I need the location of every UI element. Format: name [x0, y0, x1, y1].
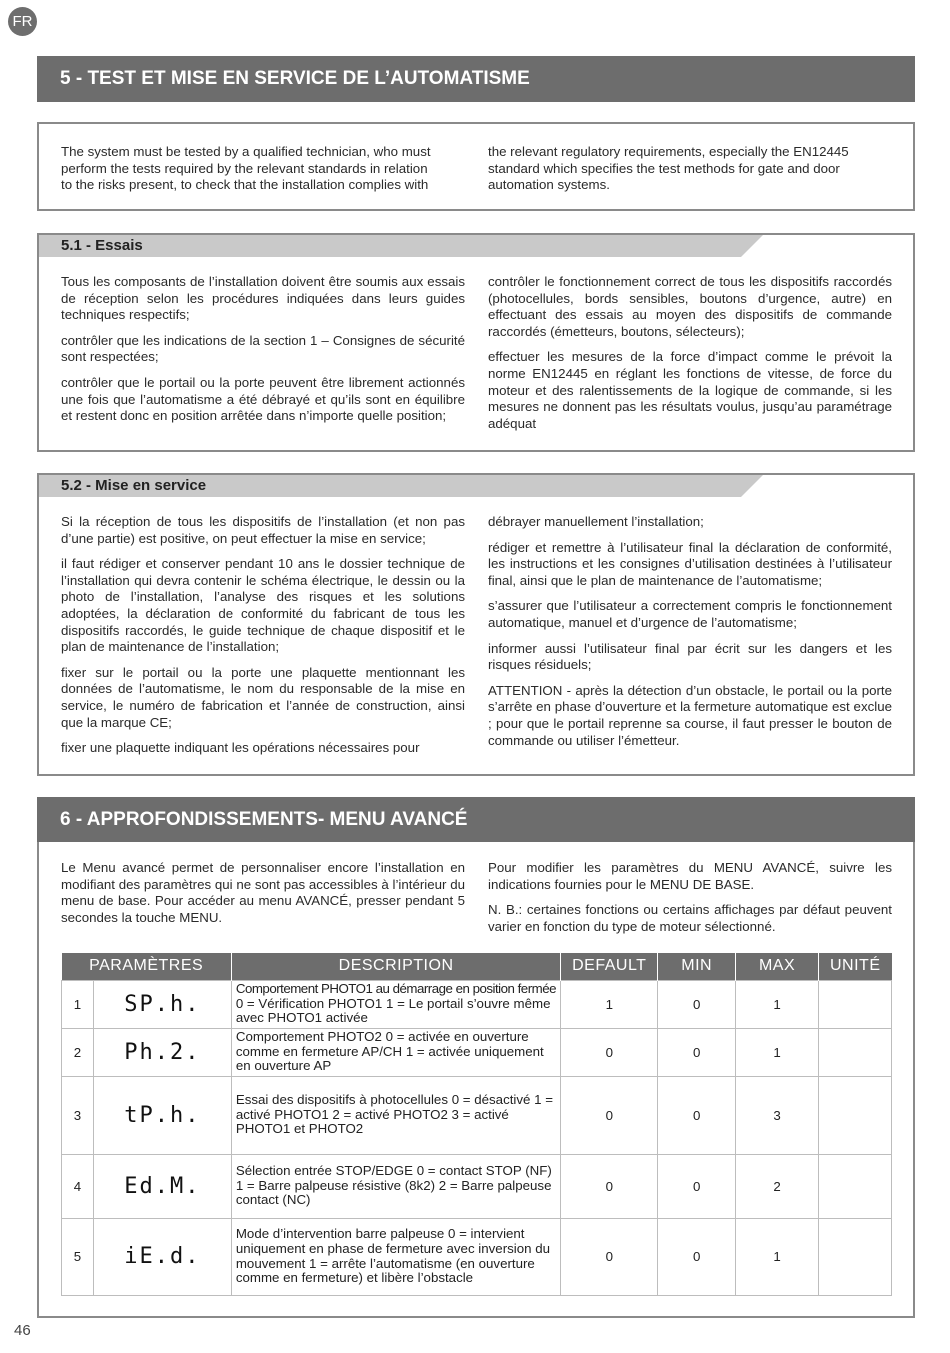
display-code: [93, 1028, 231, 1076]
row-number: 5: [62, 1218, 94, 1295]
display-code: [93, 980, 231, 1028]
description-cell: [231, 1218, 560, 1295]
display-code-text: Ph.2.: [124, 1039, 201, 1065]
table-row: [62, 1076, 892, 1154]
header-unite: UNITÉ: [819, 953, 892, 980]
section-5-1-box: [37, 233, 915, 452]
intro-line: the relevant regulatory requirements, especially the EN12445: [488, 144, 849, 159]
page-number: 46: [14, 1322, 31, 1339]
unit-value: [819, 1218, 892, 1295]
min-value: 0: [658, 1154, 736, 1218]
intro-line: perform the tests required by the relevant standards in relation: [61, 160, 428, 176]
description-line: 0 = Vérification PHOTO1: [235, 995, 383, 1011]
max-value: 1: [736, 1218, 819, 1295]
header-max: MAX: [736, 953, 819, 980]
section-6-right-column: [488, 860, 892, 944]
display-code: [93, 1076, 231, 1154]
max-value: 1: [736, 980, 819, 1028]
paragraph: débrayer manuellement l’installation;: [488, 514, 704, 529]
intro-line: to the risks present, to check that the installation complies with: [61, 177, 429, 193]
min-value: 0: [658, 980, 736, 1028]
paragraph: contrôler que le portail ou la porte peuvent être librement actionnés une fois que l’automatisme a été débrayé et qu’ils sont en équilibre et restent donc en position arrêtée dans n’importe quelle position;: [61, 374, 465, 424]
row-number: 2: [62, 1028, 94, 1076]
description-line: 1 = activé PHOTO1: [235, 1091, 553, 1122]
description-cell: [231, 1154, 560, 1218]
max-value: 1: [736, 1028, 819, 1076]
description-cell: [231, 1028, 560, 1076]
intro-left-column: [61, 144, 465, 194]
paragraph: rédiger et remettre à l’utilisateur final la déclaration de conformité, les instructions et les consignes d’utilisation destinées à l’utilisateur final, ainsi que le plan de maintenance de l’automatisme;: [488, 539, 892, 588]
section-5-1-left-column: [61, 274, 465, 434]
table-header-row: [62, 953, 892, 980]
paragraph: contrôler le fonctionnement correct de tous les dispositifs raccordés (photocellules, bords sensibles, boutons d’urgence, autre) en effectuant des essais au moyen des dispositifs de commande raccordés (émetteurs, boutons, sélecteurs);: [488, 274, 892, 339]
default-value: 0: [561, 1028, 658, 1076]
intro-right-column: [488, 144, 892, 194]
tab-wedge: [741, 235, 763, 257]
row-number: 4: [62, 1154, 94, 1218]
section-5-2-right-column: [488, 514, 892, 758]
unit-value: [819, 1028, 892, 1076]
display-code-text: tP.h.: [124, 1102, 201, 1128]
display-code: [93, 1154, 231, 1218]
display-code-text: iE.d.: [124, 1244, 201, 1269]
display-code-text: Ed.M.: [124, 1173, 201, 1199]
min-value: 0: [658, 1028, 736, 1076]
default-value: 0: [561, 1154, 658, 1218]
description-line: 0 = désactivé: [451, 1091, 531, 1107]
paragraph: effectuer les mesures de la force d’impact comme le prévoit la norme EN12445 en réglant les fonctions de vitesse, de force du moteur et des ralentissements de la logique de commande, si les mesures ne donnent pas les résultats voulus, jusqu’au paramétrage adéquat: [488, 349, 892, 431]
intro-line: standard which specifies the test methods for gate and door: [488, 160, 840, 176]
intro-line: automation systems.: [488, 177, 610, 193]
row-number: 3: [62, 1076, 94, 1154]
paragraph: Si la réception de tous les dispositifs de l’installation (et non pas d’une partie) est positive, on peut effectuer la mise en service;: [61, 514, 465, 546]
header-min: MIN: [658, 953, 736, 980]
language-badge: FR: [8, 7, 37, 36]
description-cell: [231, 980, 560, 1028]
intro-line: The system must be tested by a qualified technician, who must: [61, 144, 431, 159]
table-row: [62, 1154, 892, 1218]
unit-value: [819, 1076, 892, 1154]
section-6-title: 6 - APPROFONDISSEMENTS- MENU AVANCÉ: [37, 797, 915, 842]
paragraph: s’assurer que l’utilisateur a correctement compris le fonctionnement automatique, manuel et d’urgence de l’automatisme;: [488, 598, 892, 630]
description-line: 1 = activée uniquement en ouverture AP: [235, 1043, 544, 1074]
default-value: 0: [561, 1076, 658, 1154]
description-cell: [231, 1076, 560, 1154]
paragraph: N. B.: certaines fonctions ou certains affichages par défaut peuvent varier en fonction du type de moteur sélectionné.: [488, 902, 892, 934]
display-code: [93, 1218, 231, 1295]
section-5-2-box: [37, 473, 915, 776]
description-line: 2 = Barre palpeuse contact (NC): [235, 1177, 552, 1208]
min-value: 0: [658, 1076, 736, 1154]
description-line: 1 = Barre palpeuse résistive (8k2): [235, 1177, 436, 1193]
max-value: 2: [736, 1154, 819, 1218]
paragraph: fixer sur le portail ou la porte une plaquette mentionnant les données de l’automatisme, le nom du responsable de la mise en service, le numéro de fabrication et l’année de construction, ainsi que la marque CE;: [61, 664, 465, 730]
header-description: DESCRIPTION: [231, 953, 560, 980]
table-row: [62, 980, 892, 1028]
description-line: 1 = arrête l’automatisme (en ouverture comme en fermeture) et libère l’obstacle: [235, 1255, 535, 1286]
section-5-2-title: 5.2 - Mise en service: [39, 475, 741, 497]
description-line: 0 = activée en ouverture comme en fermeture AP/CH: [235, 1028, 529, 1059]
table-row: [62, 1028, 892, 1076]
section-5-1-title: 5.1 - Essais: [39, 235, 741, 257]
description-line: Sélection entrée STOP/EDGE: [235, 1162, 413, 1178]
section-5-2-left-column: [61, 514, 465, 766]
table-row: [62, 1218, 892, 1295]
description-line: Mode d’intervention barre palpeuse: [235, 1226, 445, 1242]
row-number: 1: [62, 980, 94, 1028]
paragraph: Pour modifier les paramètres du MENU AVANCÉ, suivre les indications fournies pour le MENU DE BASE.: [488, 860, 892, 892]
description-line: 3 = activé PHOTO1 et PHOTO2: [235, 1106, 509, 1137]
header-parametres: PARAMÈTRES: [62, 953, 232, 980]
paragraph: il faut rédiger et conserver pendant 10 ans le dossier technique de l’installation qui devra contenir le schéma électrique, le dessin ou la photo de l’installation, l’analyse des risques et les solutions adoptées, la déclaration de conformité du fabricant de tous les dispositifs raccordés, le guide technique de chaque dispositif et le plan de maintenance de l’installation;: [61, 556, 465, 655]
paragraph: Le Menu avancé permet de personnaliser encore l’installation en modifiant des paramètres qui ne sont pas accessibles à l’intérieur du menu de base. Pour accéder au menu AVANCÉ, presser pendant 5 secondes la touche MENU.: [61, 860, 465, 925]
section-5-title: 5 - TEST ET MISE EN SERVICE DE L’AUTOMATISME: [37, 56, 915, 102]
header-default: DEFAULT: [561, 953, 658, 980]
description-line: Essai des dispositifs à photocellules: [235, 1091, 448, 1107]
section-5-1-right-column: [488, 274, 892, 441]
tab-wedge: [741, 475, 763, 497]
description-line: 0 = contact STOP (NF): [416, 1162, 552, 1178]
default-value: 1: [561, 980, 658, 1028]
default-value: 0: [561, 1218, 658, 1295]
description-line: Comportement PHOTO1 au démarrage en position fermée: [235, 980, 556, 996]
description-line: 0 = intervient uniquement en phase de fermeture avec inversion du mouvement: [235, 1226, 550, 1271]
unit-value: [819, 1154, 892, 1218]
description-line: 2 = activé PHOTO2: [332, 1106, 448, 1122]
section-6-left-column: [61, 860, 465, 935]
section-5-intro-box: [37, 122, 915, 211]
paragraph: fixer une plaquette indiquant les opérations nécessaires pour: [61, 740, 420, 756]
advanced-menu-parameters-table: [61, 953, 892, 1296]
unit-value: [819, 980, 892, 1028]
min-value: 0: [658, 1218, 736, 1295]
description-line: Comportement PHOTO2: [235, 1028, 382, 1044]
paragraph: contrôler que les indications de la section 1 – Consignes de sécurité sont respectées;: [61, 332, 465, 365]
description-line: 1 = Le portail s’ouvre même avec PHOTO1 activée: [235, 995, 551, 1026]
display-code-text: SP.h.: [124, 991, 201, 1017]
paragraph: informer aussi l’utilisateur final par écrit sur les dangers et les risques résiduels;: [488, 640, 892, 673]
paragraph: ATTENTION - après la détection d’un obstacle, le portail ou la porte s’arrête en phase d’ouverture et la fermeture automatique est exclue ; pour que le portail reprenne sa course, il faut presser le bouton de commande ou utiliser l’émetteur.: [488, 682, 892, 748]
paragraph: Tous les composants de l’installation doivent être soumis aux essais de réception selon les procédures indiquées dans leurs guides techniques respectifs;: [61, 274, 465, 323]
max-value: 3: [736, 1076, 819, 1154]
